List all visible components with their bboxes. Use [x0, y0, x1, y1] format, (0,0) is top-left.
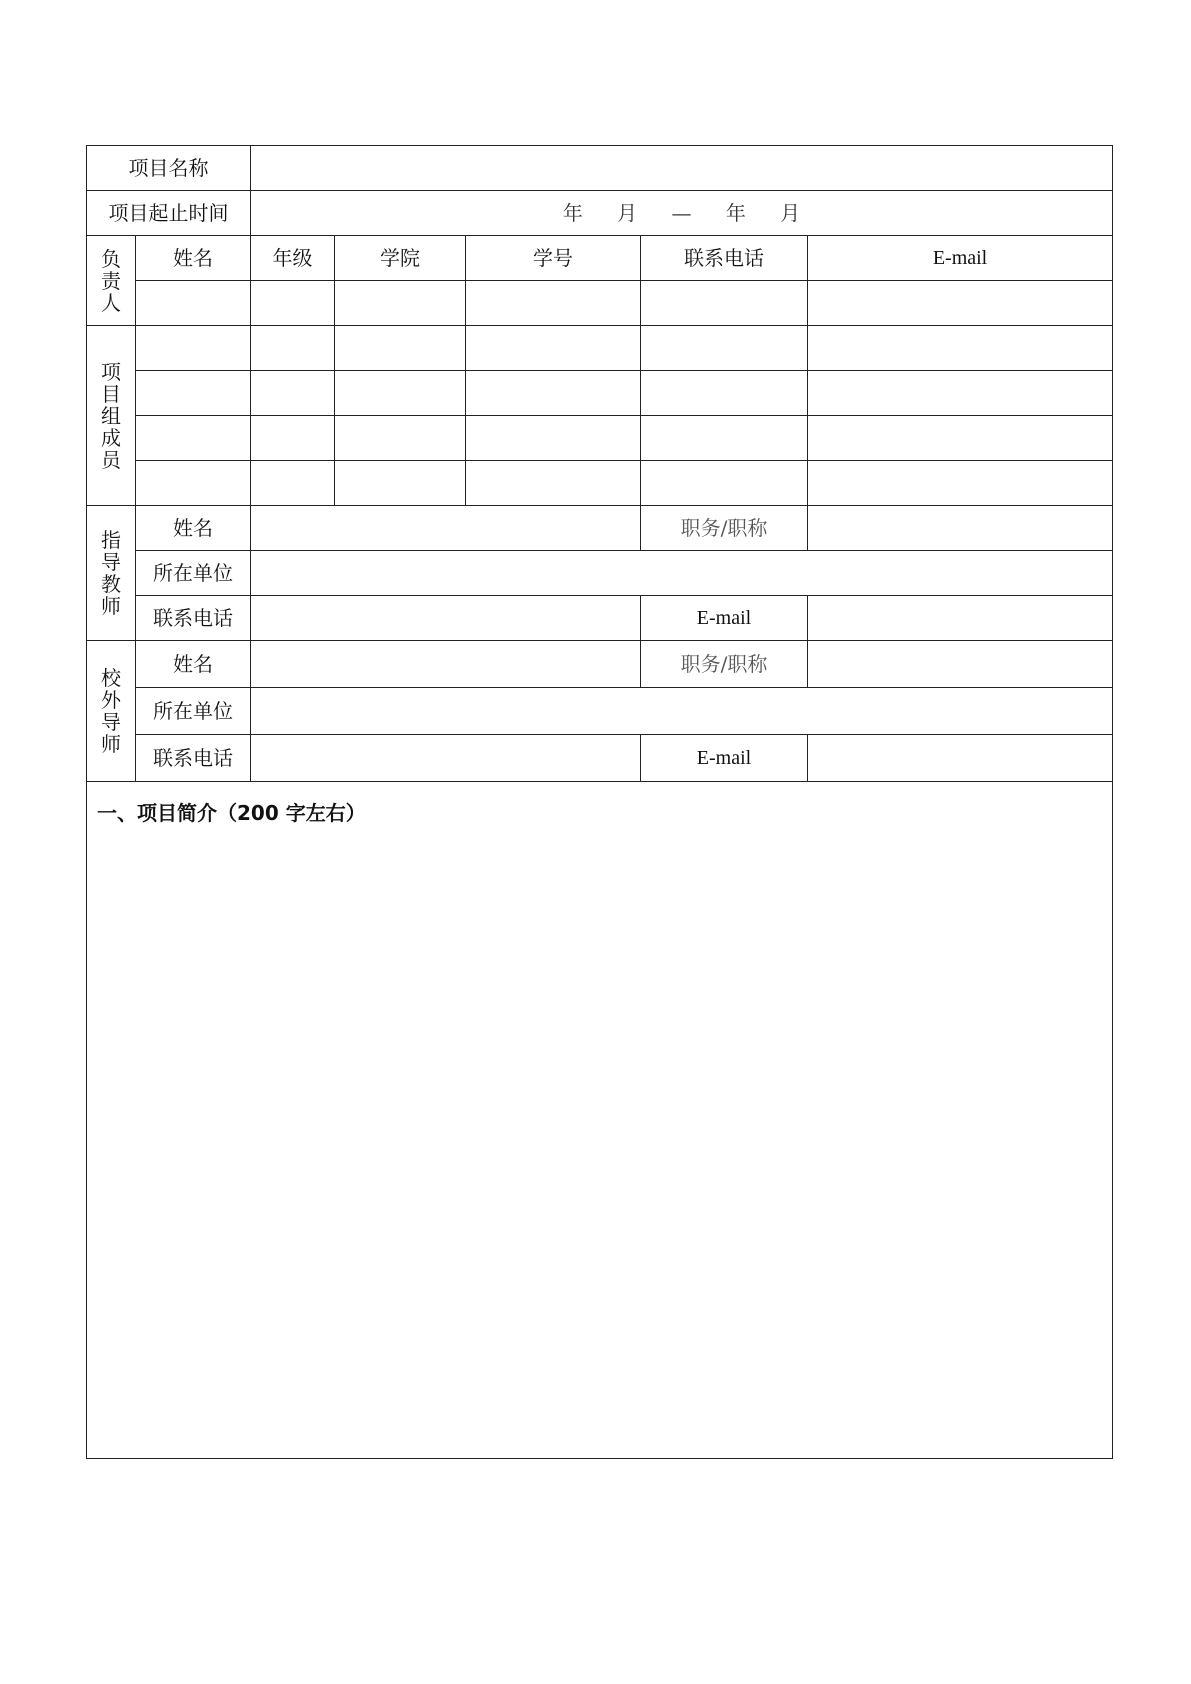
project-period-row — [87, 191, 1113, 236]
project-name-label: 项目名称 — [87, 146, 251, 191]
end-year-label: 年 — [725, 201, 746, 225]
member-college-field[interactable] — [335, 326, 466, 371]
member-student-id-field[interactable] — [466, 371, 641, 416]
advisor-name-field[interactable] — [251, 506, 641, 551]
advisor-unit-field[interactable] — [251, 551, 1113, 596]
advisor-email-field[interactable] — [808, 596, 1113, 641]
advisor-phone-label: 联系电话 — [136, 596, 251, 641]
external-advisor-unit-row — [87, 688, 1113, 735]
advisor-name-label: 姓名 — [136, 506, 251, 551]
advisor-name-row — [87, 506, 1113, 551]
start-year-label: 年 — [562, 201, 583, 225]
members-section-label: 项 目 组 成 员 — [87, 326, 136, 506]
member-email-field[interactable] — [808, 461, 1113, 506]
leader-student-id-field[interactable] — [466, 281, 641, 326]
leader-name-field[interactable] — [136, 281, 251, 326]
member-row — [87, 461, 1113, 506]
advisor-title-field[interactable] — [808, 506, 1113, 551]
advisor-section-label: 指 导 教 师 — [87, 506, 136, 641]
member-grade-field[interactable] — [251, 416, 335, 461]
member-college-field[interactable] — [335, 461, 466, 506]
external-advisor-contact-row — [87, 735, 1113, 782]
period-dash: — — [671, 201, 692, 225]
member-email-field[interactable] — [808, 326, 1113, 371]
member-phone-field[interactable] — [641, 371, 808, 416]
member-grade-field[interactable] — [251, 371, 335, 416]
advisor-unit-label: 所在单位 — [136, 551, 251, 596]
leader-college-field[interactable] — [335, 281, 466, 326]
external-advisor-phone-label: 联系电话 — [136, 735, 251, 782]
external-advisor-title-field[interactable] — [808, 641, 1113, 688]
project-name-row — [87, 146, 1113, 191]
member-email-field[interactable] — [808, 416, 1113, 461]
member-student-id-field[interactable] — [466, 326, 641, 371]
member-name-field[interactable] — [136, 371, 251, 416]
member-student-id-field[interactable] — [466, 461, 641, 506]
member-phone-field[interactable] — [641, 326, 808, 371]
member-name-field[interactable] — [136, 416, 251, 461]
external-advisor-unit-field[interactable] — [251, 688, 1113, 735]
end-month-label: 月 — [780, 201, 801, 225]
external-advisor-email-field[interactable] — [808, 735, 1113, 782]
member-row — [87, 371, 1113, 416]
project-intro-field[interactable] — [87, 782, 1113, 1459]
header-student-id: 学号 — [466, 236, 641, 281]
project-period-field[interactable] — [251, 191, 1113, 236]
leader-email-field[interactable] — [808, 281, 1113, 326]
start-month-label: 月 — [617, 201, 638, 225]
member-college-field[interactable] — [335, 371, 466, 416]
member-row — [87, 416, 1113, 461]
advisor-email-label: E-mail — [641, 596, 808, 641]
member-row — [87, 326, 1113, 371]
member-phone-field[interactable] — [641, 461, 808, 506]
intro-row — [87, 782, 1113, 1459]
external-advisor-phone-field[interactable] — [251, 735, 641, 782]
advisor-unit-row — [87, 551, 1113, 596]
header-college: 学院 — [335, 236, 466, 281]
member-student-id-field[interactable] — [466, 416, 641, 461]
leader-phone-field[interactable] — [641, 281, 808, 326]
application-form-table — [86, 145, 1113, 1459]
leader-section-label: 负 责 人 — [87, 236, 136, 326]
project-name-field[interactable] — [251, 146, 1113, 191]
header-grade: 年级 — [251, 236, 335, 281]
member-grade-field[interactable] — [251, 461, 335, 506]
member-grade-field[interactable] — [251, 326, 335, 371]
member-phone-field[interactable] — [641, 416, 808, 461]
external-advisor-name-label: 姓名 — [136, 641, 251, 688]
member-email-field[interactable] — [808, 371, 1113, 416]
header-email: E-mail — [808, 236, 1113, 281]
leader-data-row — [87, 281, 1113, 326]
member-college-field[interactable] — [335, 416, 466, 461]
advisor-phone-field[interactable] — [251, 596, 641, 641]
external-advisor-name-row — [87, 641, 1113, 688]
external-advisor-unit-label: 所在单位 — [136, 688, 251, 735]
external-advisor-name-field[interactable] — [251, 641, 641, 688]
header-name: 姓名 — [136, 236, 251, 281]
external-advisor-email-label: E-mail — [641, 735, 808, 782]
intro-title: 一、项目简介（200 字左右） — [97, 801, 366, 825]
project-period-label: 项目起止时间 — [87, 191, 251, 236]
external-advisor-title-label: 职务/职称 — [641, 641, 808, 688]
header-phone: 联系电话 — [641, 236, 808, 281]
advisor-contact-row — [87, 596, 1113, 641]
leader-grade-field[interactable] — [251, 281, 335, 326]
advisor-title-label: 职务/职称 — [641, 506, 808, 551]
member-name-field[interactable] — [136, 461, 251, 506]
member-name-field[interactable] — [136, 326, 251, 371]
leader-header-row — [87, 236, 1113, 281]
external-advisor-section-label: 校 外 导 师 — [87, 641, 136, 782]
